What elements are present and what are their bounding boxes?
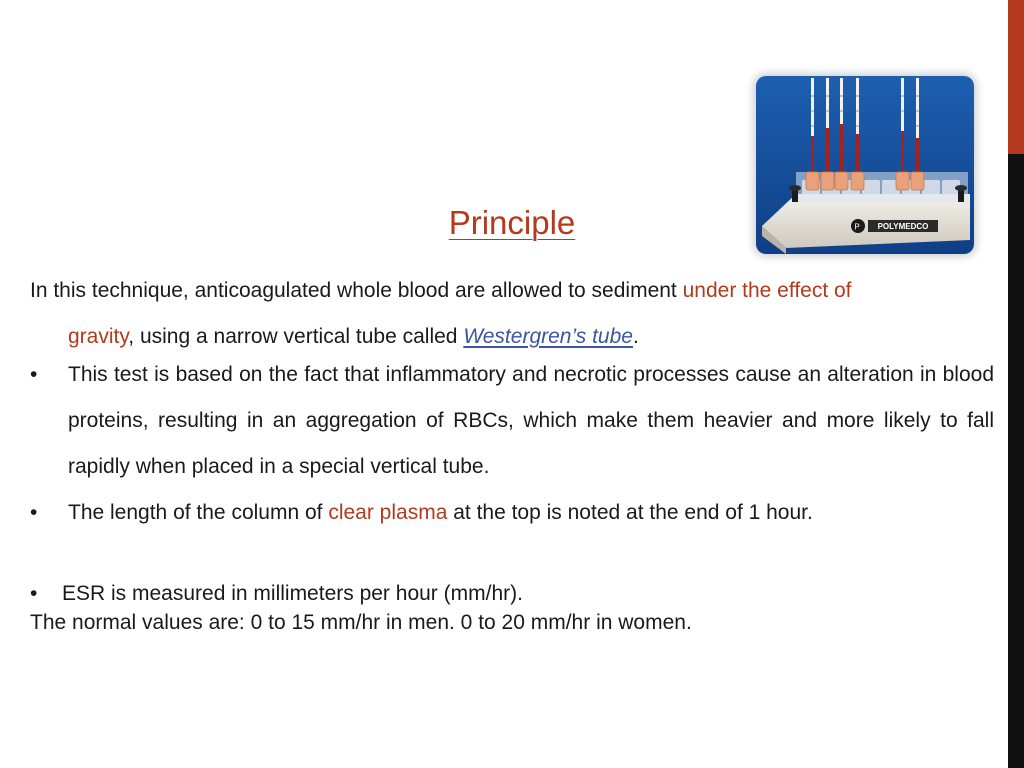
esr-bullet-list bbox=[30, 578, 994, 610]
intro-text-1: In this technique, anticoagulated whole blood are allowed to sediment bbox=[30, 279, 683, 302]
svg-text:P: P bbox=[854, 222, 860, 232]
intro-accent-1: under the effect of bbox=[682, 279, 852, 302]
intro-accent-2: gravity bbox=[68, 325, 129, 348]
list-item bbox=[30, 352, 994, 490]
bullet-text: This test is based on the fact that inflammatory and necrotic processes cause an alteration in blood proteins, resulting in an aggregation of RBCs, which make them heavier and more likely to fall rapidly when placed in a special vertical tube. bbox=[68, 363, 994, 478]
intro-text-3: . bbox=[632, 325, 639, 348]
bullet-text-after: at the top is noted at the end of 1 hour. bbox=[447, 501, 813, 524]
intro-second-line bbox=[30, 325, 639, 348]
bullet-icon: • bbox=[30, 501, 38, 524]
bullet-icon: • bbox=[30, 363, 38, 386]
sidebar-dark-bar bbox=[1008, 154, 1024, 768]
principle-bullet-list bbox=[30, 352, 994, 536]
intro-paragraph bbox=[30, 268, 994, 360]
list-item bbox=[30, 490, 994, 536]
list-item bbox=[30, 578, 994, 610]
bullet-accent: clear plasma bbox=[328, 501, 448, 524]
slide-title: Principle bbox=[448, 204, 576, 241]
westergren-tube-link[interactable]: Westergren’s tube bbox=[463, 325, 633, 348]
bullet-text-before: The length of the column of bbox=[68, 501, 329, 524]
photo-brand-label: POLYMEDCO bbox=[877, 222, 929, 231]
bullet-icon: • bbox=[30, 582, 38, 605]
esr-bullet-text: ESR is measured in millimeters per hour (mm/hr). bbox=[62, 582, 523, 605]
intro-text-2: , using a narrow vertical tube called bbox=[128, 325, 464, 348]
normal-values-text: The normal values are: 0 to 15 mm/hr in men. 0 to 20 mm/hr in women. bbox=[30, 611, 692, 634]
sidebar-accent-bar bbox=[1008, 0, 1024, 154]
